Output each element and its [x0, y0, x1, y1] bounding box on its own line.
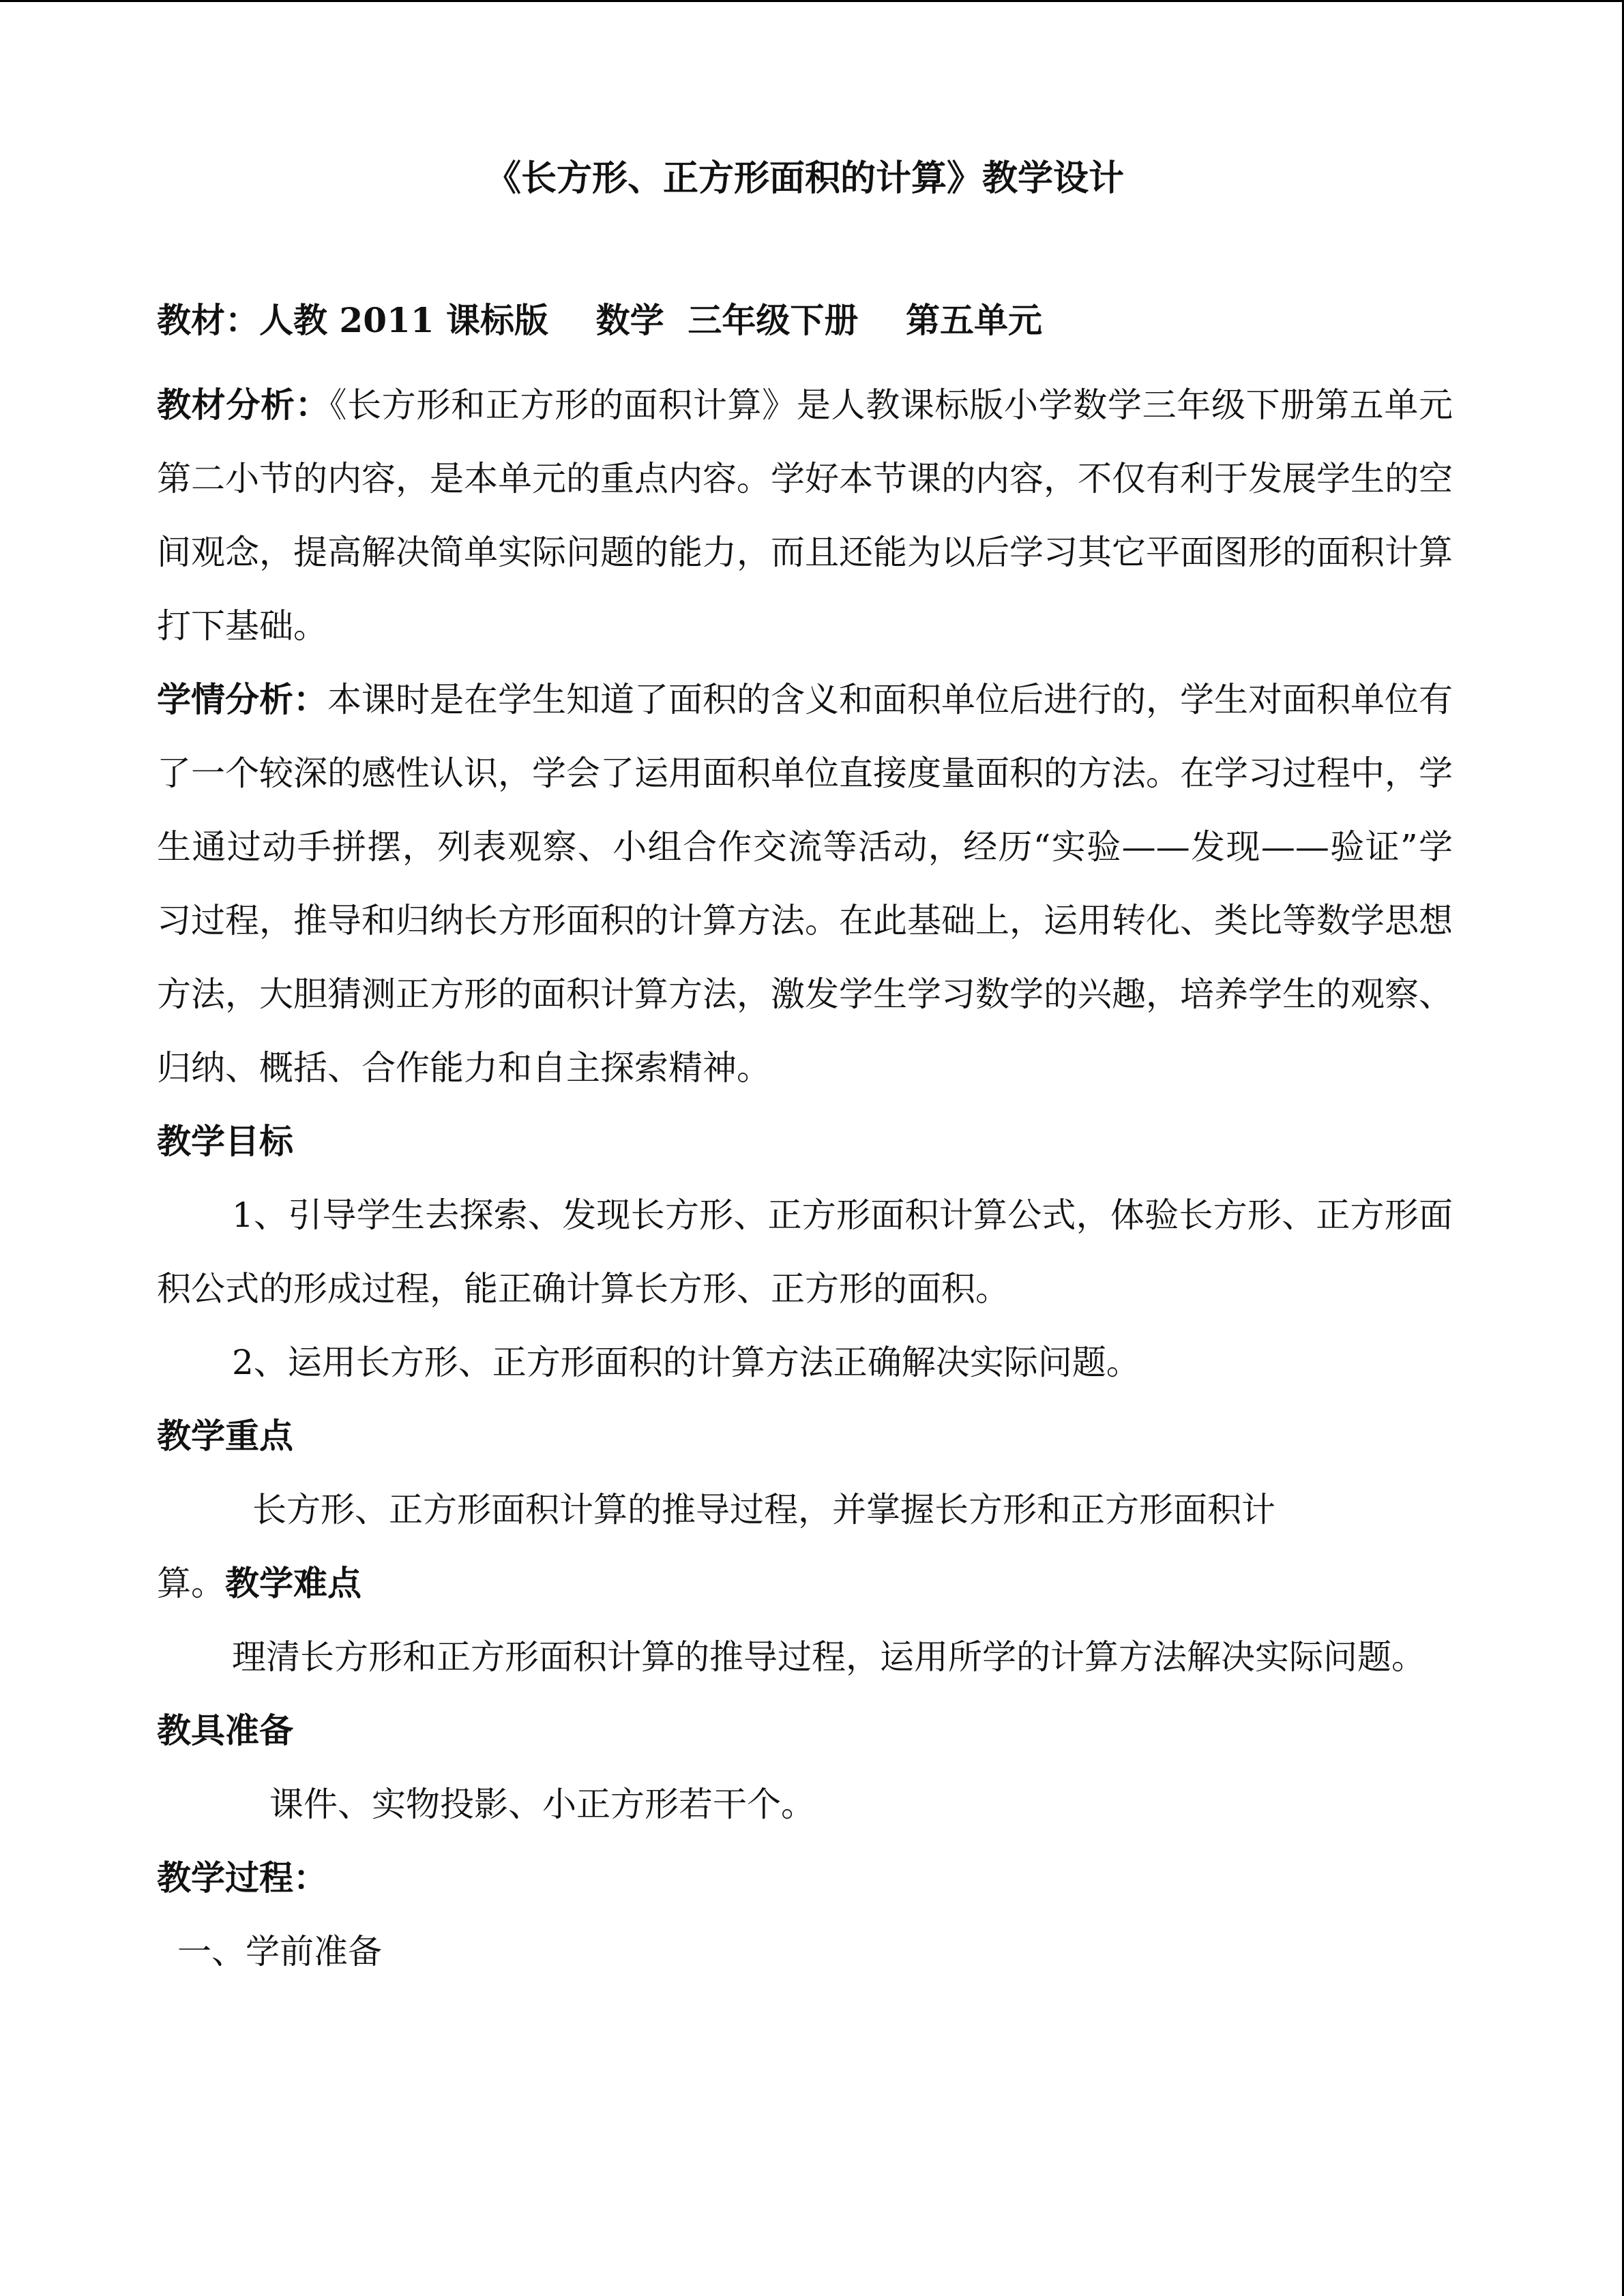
material-analysis-paragraph: [157, 368, 1453, 663]
materials-heading: 教具准备: [157, 1710, 293, 1750]
process-heading: 教学过程：: [157, 1858, 327, 1898]
student-analysis-text: 本课时是在学生知道了面积的含义和面积单位后进行的，学生对面积单位有了一个较深的感性认识，学会了运用面积单位直接度量面积的方法。在学习过程中，学生通过动手拼摆，列表观察、小组合作交流等活动，经历“实验——发现——验证”学习过程，推导和归纳长方形面积的计算方法。在此基础上，运用转化、类比等数学思想方法，大胆猜测正方形的面积计算方法，激发学生学习数学的兴趣，培养学生的观察、归纳、概括、合作能力和自主探索精神。: [157, 680, 1453, 1088]
key-points-text: 长方形、正方形面积计算的推导过程，并掌握长方形和正方形面积计: [252, 1490, 1275, 1530]
difficulties-text: 理清长方形和正方形面积计算的推导过程，运用所学的计算方法解决实际问题。: [232, 1637, 1426, 1677]
document-body: [157, 368, 1453, 1988]
key-points-heading: 教学重点: [157, 1416, 293, 1456]
objective-item-2: 2、运用长方形、正方形面积的计算方法正确解决实际问题。: [232, 1343, 1140, 1382]
key-points-text-end: 算。: [157, 1564, 225, 1603]
document-title: 《长方形、正方形面积的计算》教学设计: [485, 158, 1124, 199]
key-points-continuation: [157, 1547, 1453, 1620]
student-analysis-paragraph: [157, 663, 1453, 1105]
difficulties-heading: 教学难点: [225, 1563, 361, 1603]
objectives-heading: 教学目标: [157, 1121, 293, 1161]
objective-item-1: 1、引导学生去探索、发现长方形、正方形面积计算公式，体验长方形、正方形面积公式的形成过程，能正确计算长方形、正方形的面积。: [157, 1195, 1453, 1309]
process-step-1: 一、学前准备: [177, 1932, 382, 1971]
material-analysis-text: 《长方形和正方形的面积计算》是人教课标版小学数学三年级下册第五单元第二小节的内容，是本单元的重点内容。学好本节课的内容，不仅有利于发展学生的空间观念，提高解决简单实际问题的能力，而且还能为以后学习其它平面图形的面积计算打下基础。: [157, 385, 1453, 646]
page-border-top: [0, 0, 1624, 2]
textbook-info: 教材：人教 2011 课标版 数学 三年级下册 第五单元: [157, 300, 1043, 340]
material-analysis-label: 教材分析：: [157, 385, 330, 425]
materials-text: 课件、实物投影、小正方形若干个。: [269, 1785, 815, 1824]
student-analysis-label: 学情分析：: [157, 679, 327, 719]
